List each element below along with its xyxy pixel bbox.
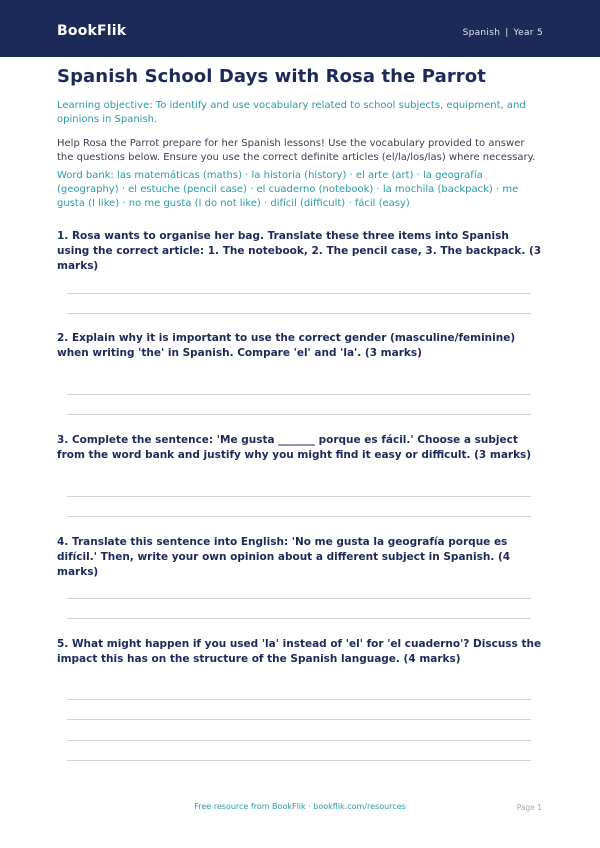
answer-line[interactable]	[67, 394, 531, 395]
footer-resource-link[interactable]: Free resource from BookFlik · bookflik.com/resources	[194, 802, 406, 811]
answer-line[interactable]	[67, 699, 531, 700]
answer-line[interactable]	[67, 719, 531, 720]
page-number: Page 1	[516, 803, 542, 812]
question-1: 1. Rosa wants to organise her bag. Translate these three items into Spanish using the correct article: 1. The notebook, 2. The pencil case, 3. The backpack. (3 marks)	[57, 230, 542, 272]
question-2: 2. Explain why it is important to use the correct gender (masculine/feminine) when writing 'the' in Spanish. Compare 'el' and 'la'. (3 marks)	[57, 332, 516, 359]
question-5: 5. What might happen if you used 'la' instead of 'el' for 'el cuaderno'? Discuss the impact this has on the structure of the Spanish language. (4 marks)	[57, 638, 542, 665]
answer-line[interactable]	[67, 760, 531, 761]
question-3: 3. Complete the sentence: 'Me gusta _______ porque es fácil.' Choose a subject from the word bank and justify why you might find it easy or difficult. (3 marks)	[57, 434, 532, 461]
page-header	[0, 0, 600, 57]
answer-line[interactable]	[67, 516, 531, 517]
year-label: Year 5	[513, 28, 543, 38]
worksheet-title: Spanish School Days with Rosa the Parrot	[57, 66, 486, 87]
learning-objective: Learning objective: To identify and use vocabulary related to school subjects, equipment, and opinions in Spanish.	[57, 100, 526, 125]
answer-line[interactable]	[67, 313, 531, 314]
answer-line[interactable]	[67, 293, 531, 294]
word-bank: Word bank: las matemáticas (maths) · la historia (history) · el arte (art) · la geografía (geography) · el estuche (pencil case) · el cuaderno (notebook) · la mochila (backpack) · me gusta (I like) · no me gusta (I do not like) · difícil (difficult) · fácil (easy)	[57, 170, 519, 209]
answer-line[interactable]	[67, 414, 531, 415]
brand-logo[interactable]: BookFlik	[57, 23, 127, 39]
subject-label: Spanish	[462, 28, 501, 38]
intro-text: Help Rosa the Parrot prepare for her Spanish lessons! Use the vocabulary provided to answer the questions below. Ensure you use the correct definite articles (el/la/los/las) where necessary.	[57, 138, 536, 163]
header-separator: |	[505, 28, 509, 38]
answer-line[interactable]	[67, 598, 531, 599]
answer-line[interactable]	[67, 740, 531, 741]
question-4: 4. Translate this sentence into English: 'No me gusta la geografía porque es difícil.' Then, write your own opinion about a different subject in Spanish. (4 marks)	[57, 536, 511, 578]
subject-year-label	[463, 28, 543, 38]
answer-line[interactable]	[67, 618, 531, 619]
answer-line[interactable]	[67, 496, 531, 497]
